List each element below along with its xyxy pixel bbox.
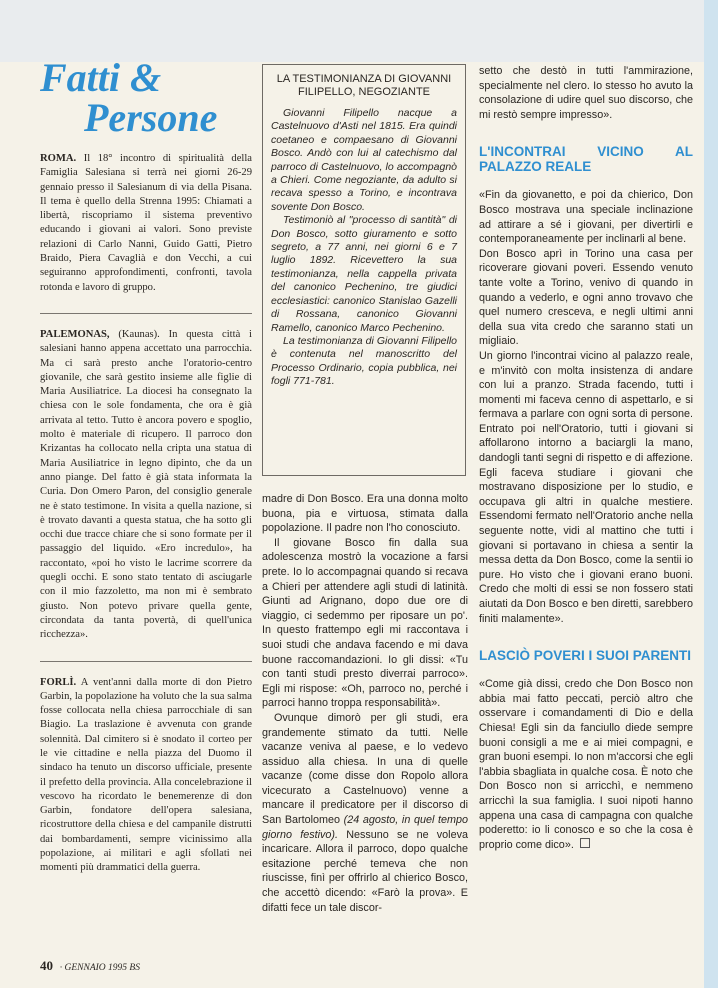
article-text: «Come già dissi, credo che Don Bosco non abbia mai fatto peccati, perciò altro che osservare i comandamenti di Dio e della Chiesa! Egli sin da fanciullo diede sempre buoni consigli a me e ai miei compagni, e gran buoni esempi. Io non m'accorsi che egli l'abbia sbagliata in qualche cosa. È noto che Don Bosco non si arricchì, e nemmeno arricchì la sua famiglia. I suoi nipoti hanno appena una casa di campagna con qualche poderetto: io li conosco e so che la cosa è proprio come dico». bbox=[479, 678, 693, 851]
header-band bbox=[0, 0, 718, 62]
page-footer bbox=[40, 958, 140, 974]
issue-label: · GENNAIO 1995 BS bbox=[59, 963, 140, 973]
divider bbox=[40, 313, 252, 314]
article-paragraph bbox=[262, 711, 468, 915]
news-item-palemonas bbox=[40, 328, 252, 643]
news-dateline: FORLÌ. bbox=[40, 676, 77, 688]
box-paragraph: La testimonianza di Giovanni Filipello è contenuta nel manoscritto del Processo Ordinario, copia pubblica, nei fogli 771-781. bbox=[271, 334, 457, 388]
news-body: Il 18° incontro di spiritualità della Famiglia Salesiana si terrà nei giorni 26-29 gennaio presso il Salesianum di via della Pisana. Il tema è quello della Strenna 1995: Chiamati a libertà, riscopriamo il sistema preventivo educando i giovani ai valori. Sono previste relazioni di Carlo Nanni, Guido Gatti, Pietro Braido, Piera Cavaglià e don Vecchi, a cui seguiranno approfondimenti, confronti, tavola rotonda e lavoro di gruppo. bbox=[40, 153, 252, 293]
article-paragraph: Il giovane Bosco fin dalla sua adolescenza mostrò la vocazione a farsi prete. Io lo accompagnai quando si recava a Chieri per attendere agli studi di latinità. Giunti ad Arignano, dopo due ore di viaggio, ci sedemmo per riposare un po'. In questo frattempo egli mi raccontava i suoi studi che andava facendo e mi dava buone raccomandazioni. Io gli dissi: «Tu con tanti studi presto diverrai parroco». Egli mi rispose: «Oh, parroco no, perché i parroci hanno troppa responsabilità». bbox=[262, 536, 468, 710]
news-body: A vent'anni dalla morte di don Pietro Garbin, la popolazione ha voluto che la sua salma fosse collocata nella chiesa parrocchiale di san Biagio. La traslazione è avvenuta con grande solennità. Dal cimitero si è snodato il corteo per le vie cittadine e nella piazza del Duomo il sindaco ha tenuto un discorso ufficiale, presente il prefetto della provincia. Alla concelebrazione il vescovo ha ricordato le benemerenze di don Garbin, fondatore dell'opera salesiana, ricostruttore della chiesa e del campanile distrutti dai bombardamenti, sempre vicinissimo alla popolazione, ai militari e agli sfollati nei momenti più drammatici della guerra. bbox=[40, 676, 252, 874]
box-body bbox=[271, 107, 457, 389]
news-item-forli bbox=[40, 676, 252, 876]
testimony-box bbox=[262, 64, 466, 476]
article-column-right bbox=[479, 64, 693, 852]
article-paragraph: madre di Don Bosco. Era una donna molto buona, pia e virtuosa, stimata dalla popolazione. Il padre non l'ho conosciuto. bbox=[262, 493, 468, 535]
article-subheading: L'INCONTRAI VICINO AL PALAZZO REALE bbox=[479, 144, 693, 175]
article-paragraph: setto che destò in tutti l'ammirazione, specialmente nel clero. Io stesso ho avuto la consolazione di udire quel suo discorso, che mi restò sempre impresso». bbox=[479, 65, 693, 121]
article-paragraph: «Fin da giovanetto, e poi da chierico, Don Bosco mostrava una speciale inclinazione ad attirare a sé i giovani, per divertirli e contemporaneamente per inclinarli al bene. bbox=[479, 189, 693, 246]
box-title: LA TESTIMONIANZA DI GIOVANNI FILIPELLO, NEGOZIANTE bbox=[276, 73, 452, 98]
page-number: 40 bbox=[40, 958, 53, 973]
article-subheading: LASCIÒ POVERI I SUOI PARENTI bbox=[479, 648, 692, 664]
article-paragraph bbox=[479, 677, 693, 852]
article-text: Ovunque dimorò per gli studi, era grandemente stimato da tutti. Nelle vacanze veniva al paese, e lo vedevo assiduo alla chiesa. In una di quelle vacanze (come disse don Ropolo allora vicecurato a Castelnuovo) venne a mancare il predicatore per il discorso di San Bartolomeo bbox=[262, 711, 468, 827]
news-column bbox=[40, 152, 252, 894]
article-text-italic: (24 agosto, in quel tempo giorno festivo). bbox=[262, 814, 468, 841]
box-paragraph: Giovanni Filipello nacque a Castelnuovo d'Asti nel 1815. Era quindi coetaneo e compaesano di Giovanni Bosco. Andò con lui al catechismo dal parroco di Castelnuovo, lo accompagnò a Chieri. Come negoziante, da adulto si recava spesso a Torino, e incontrava sovente Don Bosco. bbox=[271, 107, 457, 213]
news-dateline: PALEMONAS, bbox=[40, 328, 110, 340]
article-text: Nessuno se ne voleva incaricare. Allora il parroco, dopo qualche esitazione perché temeva che non riuscisse, finì per offrirlo al chierico Bosco, che accettò dicendo: «Farò la prova». E difatti fece un tale discor- bbox=[262, 828, 468, 914]
article-column-middle bbox=[262, 492, 468, 915]
section-title-line2: Persone bbox=[84, 95, 218, 140]
section-title bbox=[40, 55, 250, 140]
end-mark-icon bbox=[580, 838, 590, 848]
news-dateline: ROMA. bbox=[40, 153, 77, 164]
news-item-roma bbox=[40, 152, 252, 295]
right-margin-band bbox=[704, 0, 718, 988]
article-paragraph: Un giorno l'incontrai vicino al palazzo reale, e m'invitò con molta insistenza di andare con lui a pranzo. Strada facendo, tutti i momenti mi faceva cenno di aspettarlo, e si fermava a parlare con ogni sorta di persone. Entrato poi nell'Oratorio, tutti i giovani si affollarono intorno a baciargli la mano, dandogli tanti segni di rispetto e di affezione. Egli faceva studiare i giovani che mostravano disposizione per lo studio, e occupava gli altri in qualche mestiere. Essendomi fermato nell'Oratorio anche nella seguente notte, vidi al mattino che tutti i giovani si portavano in chiesa a sentir la messa detta da Don Bosco, come la sentii io pure. Ho visto che i giovani erano buoni. Credo che molti di essi se non fossero stati aiutati da Don Bosco e ben diretti, sarebbero finiti malamente». bbox=[479, 349, 693, 625]
article-paragraph: Don Bosco aprì in Torino una casa per ricoverare giovani poveri. Essendo venuto tante volte a Torino, venivo di quando in quando a vederlo, e ogni anno trovavo che quel numero cresceva, e negli ultimi anni della sua vita credo che saranno stati un migliaio. bbox=[479, 247, 693, 348]
section-title-line1: Fatti & bbox=[40, 55, 162, 100]
box-paragraph: Testimoniò al "processo di santità" di Don Bosco, sotto giuramento e sotto segreto, a 77 anni, nei giorni 6 e 7 luglio 1892. Ricevettero la sua testimonianza, nella cappella privata del canonico Pechenino, tre giudici ecclesiastici: canonico Stanislao Gazelli di Rossana, canonico Giovanni Ramello, canonico Marco Pechenino. bbox=[271, 214, 457, 334]
news-body: (Kaunas). In questa città i salesiani hanno appena accettato una parrocchia. Ma ci sarà presto anche l'oratorio-centro giovanile, che sarà gestito insieme alle figlie di Maria Ausiliatrice. La diocesi ha consegnato la chiesa con le sole fondamenta, che ora è già arrivata al tetto. Tutto è ancora povero e spoglio, molto è materiale di ricupero. Il parroco don Krizantas ha collocato nella cripta una statua di Maria Ausiliatrice in legno dipinto, che da un anno piange. Del fatto è già stata informata la Curia. Don Omero Paron, del consiglio generale ne è stato testimone. In visita a quella nazione, si è trovato davanti a questa statua, che ha sotto gli occhi due tracce chiare che si sono formate per il passaggio del liquido. «Ero incredulo», ha raccontato, «poi ho visto le lacrime scorrere da quegli occhi. E sono stato tentato di asciugarle con il mio fazzoletto, ma non mi è sembrato giusto. Non potevo privare quella gente, circondata da tanta povertà, di quell'unica ricchezza». bbox=[40, 328, 252, 641]
divider bbox=[40, 661, 252, 662]
